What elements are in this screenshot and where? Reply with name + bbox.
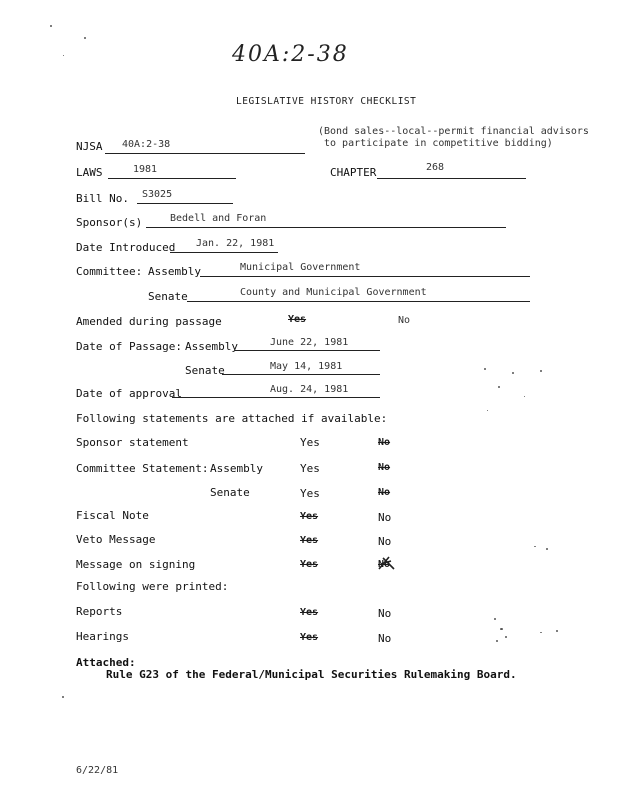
- date-introduced-underline: [170, 252, 278, 253]
- committee-statement-senate-label: Senate: [210, 486, 250, 499]
- scan-speck: [498, 386, 500, 388]
- committee-assembly-value: Municipal Government: [240, 262, 361, 273]
- committee-statement-assembly-yes: Yes: [300, 462, 320, 475]
- scan-speck: [496, 640, 498, 642]
- scan-speck: [556, 630, 558, 632]
- sponsors-value: Bedell and Foran: [170, 213, 267, 224]
- message-signing-no: No: [378, 559, 391, 570]
- date-introduced-value: Jan. 22, 1981: [196, 238, 275, 249]
- scan-speck: [484, 368, 486, 370]
- scan-speck: [62, 696, 64, 698]
- hearings-no: No: [378, 632, 392, 645]
- footer-date: 6/22/81: [76, 765, 119, 776]
- description-line-1: (Bond sales--local--permit financial advisors: [318, 126, 589, 137]
- scan-speck: [512, 372, 514, 374]
- scan-speck: [540, 632, 542, 633]
- fiscal-note-no: No: [378, 511, 392, 524]
- scan-speck: [84, 37, 86, 39]
- scan-speck: [487, 410, 488, 411]
- committee-statement-senate-no: No: [378, 487, 391, 498]
- veto-message-label: Veto Message: [76, 533, 156, 546]
- committee-statement-label: Committee Statement:: [76, 462, 209, 475]
- sponsors-label: Sponsor(s): [76, 216, 143, 229]
- scan-speck: [524, 396, 525, 397]
- sponsor-statement-yes: Yes: [300, 436, 320, 449]
- statements-heading: Following statements are attached if available:: [76, 412, 388, 425]
- approval-value: Aug. 24, 1981: [270, 384, 349, 395]
- committee-senate-value: County and Municipal Government: [240, 287, 427, 298]
- attached-text: Rule G23 of the Federal/Municipal Securities Rulemaking Board.: [106, 668, 517, 681]
- reports-no: No: [378, 607, 392, 620]
- sponsor-statement-label: Sponsor statement: [76, 436, 189, 449]
- hearings-yes: Yes: [300, 632, 319, 643]
- fiscal-note-yes: Yes: [300, 511, 319, 522]
- veto-message-yes: Yes: [300, 535, 319, 546]
- message-signing-label: Message on signing: [76, 558, 196, 571]
- hearings-label: Hearings: [76, 630, 129, 643]
- laws-underline: [108, 178, 236, 179]
- committee-statement-assembly-label: Assembly: [210, 462, 263, 475]
- sponsors-underline: [146, 227, 506, 228]
- committee-assembly-underline: [200, 276, 530, 277]
- njsa-underline: [105, 153, 305, 154]
- passage-senate-underline: [222, 374, 380, 375]
- scan-speck: [63, 55, 64, 56]
- committee-assembly-label: Assembly: [148, 265, 201, 278]
- amended-label: Amended during passage: [76, 315, 222, 328]
- approval-underline: [172, 397, 380, 398]
- reports-yes: Yes: [300, 607, 319, 618]
- reports-label: Reports: [76, 605, 123, 618]
- fiscal-note-label: Fiscal Note: [76, 509, 149, 522]
- date-introduced-label: Date Introduced: [76, 241, 176, 254]
- printed-heading: Following were printed:: [76, 580, 229, 593]
- scan-speck: [500, 628, 503, 630]
- chapter-underline: [377, 178, 526, 179]
- cross-out-mark-icon: [377, 555, 397, 571]
- amended-no: No: [398, 315, 411, 326]
- committee-senate-underline: [187, 301, 530, 302]
- passage-label: Date of Passage:: [76, 340, 182, 353]
- sponsor-statement-no: No: [378, 437, 391, 448]
- veto-message-no: No: [378, 535, 392, 548]
- bill-value: S3025: [142, 189, 173, 200]
- njsa-label: NJSA: [76, 140, 103, 153]
- approval-label: Date of approval: [76, 387, 182, 400]
- laws-label: LAWS: [76, 166, 103, 179]
- scan-speck: [546, 548, 548, 550]
- chapter-value: 268: [426, 162, 445, 173]
- bill-label: Bill No.: [76, 192, 129, 205]
- amended-yes: Yes: [288, 314, 307, 325]
- committee-senate-label: Senate: [148, 290, 188, 303]
- passage-senate-value: May 14, 1981: [270, 361, 343, 372]
- message-signing-yes: Yes: [300, 559, 319, 570]
- committee-statement-senate-yes: Yes: [300, 487, 320, 500]
- passage-assembly-underline: [235, 350, 380, 351]
- chapter-label: CHAPTER: [330, 166, 377, 179]
- committee-statement-assembly-no: No: [378, 462, 391, 473]
- description-line-2: to participate in competitive bidding): [324, 138, 553, 149]
- njsa-value: 40A:2-38: [122, 139, 171, 150]
- laws-value: 1981: [133, 164, 158, 175]
- page-title: LEGISLATIVE HISTORY CHECKLIST: [236, 96, 417, 107]
- committee-label: Committee:: [76, 265, 143, 278]
- scan-speck: [534, 546, 536, 547]
- passage-assembly-value: June 22, 1981: [270, 337, 349, 348]
- scan-speck: [505, 636, 507, 638]
- passage-senate-label: Senate: [185, 364, 225, 377]
- scan-speck: [540, 370, 542, 372]
- scan-speck: [494, 618, 496, 620]
- bill-underline: [137, 203, 233, 204]
- attached-label: Attached:: [76, 656, 136, 669]
- scan-speck: [50, 25, 52, 27]
- passage-assembly-label: Assembly: [185, 340, 238, 353]
- handwritten-statute-id: 40A:2-38: [232, 42, 349, 67]
